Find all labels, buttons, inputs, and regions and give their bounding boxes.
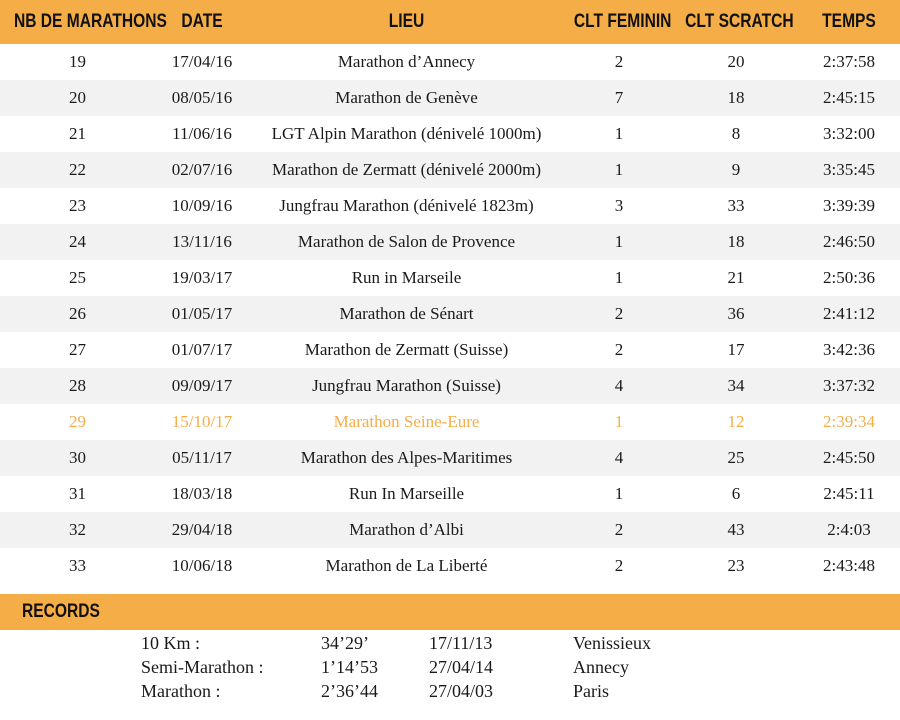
cell-clt-feminin: 1 [614, 268, 624, 287]
cell-nb: 31 [69, 484, 86, 503]
cell-date: 10/06/18 [171, 556, 233, 575]
record-date: 27/04/14 [429, 657, 494, 677]
cell-clt-feminin: 4 [614, 376, 624, 395]
header-nb-marathons: NB DE MARATHONS [13, 11, 167, 32]
cell-nb: 22 [69, 160, 86, 179]
cell-nb: 19 [69, 52, 86, 71]
cell-clt-scratch: 43 [727, 520, 745, 539]
table-row [0, 548, 900, 584]
cell-clt-scratch: 25 [727, 448, 745, 467]
record-row [0, 681, 900, 705]
record-time: 2’36’44 [321, 681, 378, 701]
record-time: 34’29’ [321, 633, 369, 653]
cell-clt-feminin: 2 [614, 556, 624, 575]
cell-nb: 28 [69, 376, 86, 395]
cell-date: 29/04/18 [171, 520, 233, 539]
cell-clt-scratch: 9 [731, 160, 741, 179]
table-row [0, 260, 900, 296]
cell-lieu: Marathon de Salon de Provence [297, 232, 516, 251]
cell-clt-feminin: 1 [614, 412, 624, 431]
cell-nb: 26 [69, 304, 86, 323]
cell-temps: 2:45:50 [823, 448, 875, 467]
cell-lieu: Marathon de La Liberté [325, 556, 488, 575]
cell-lieu: Jungfrau Marathon (dénivelé 1823m) [279, 196, 534, 215]
cell-lieu: Marathon de Zermatt (dénivelé 2000m) [271, 160, 542, 179]
cell-temps: 2:4:03 [827, 520, 871, 539]
cell-clt-feminin: 4 [614, 448, 624, 467]
cell-date: 15/10/17 [171, 412, 233, 431]
cell-nb: 23 [69, 196, 86, 215]
cell-clt-feminin: 2 [614, 340, 624, 359]
cell-lieu: Run In Marseille [348, 484, 465, 503]
cell-temps: 3:32:00 [823, 124, 875, 143]
cell-date: 01/05/17 [171, 304, 233, 323]
record-row [0, 657, 900, 681]
cell-clt-scratch: 6 [731, 484, 741, 503]
cell-clt-scratch: 17 [727, 340, 745, 359]
cell-temps: 3:35:45 [823, 160, 875, 179]
cell-clt-feminin: 2 [614, 520, 624, 539]
table-row [0, 332, 900, 368]
cell-clt-feminin: 3 [614, 196, 624, 215]
cell-lieu: Marathon d’Annecy [337, 52, 476, 71]
cell-temps: 3:42:36 [823, 340, 875, 359]
table-row [0, 224, 900, 260]
header-clt-scratch: CLT SCRATCH [685, 11, 794, 32]
cell-clt-scratch: 18 [727, 88, 745, 107]
record-place: Paris [573, 681, 609, 701]
cell-nb: 21 [69, 124, 86, 143]
header-temps: TEMPS [822, 11, 876, 32]
header-lieu: LIEU [388, 11, 425, 32]
cell-temps: 2:46:50 [823, 232, 875, 251]
cell-nb: 33 [69, 556, 86, 575]
cell-temps: 3:37:32 [823, 376, 875, 395]
record-place: Venissieux [573, 633, 651, 653]
records-title: RECORDS [22, 601, 100, 622]
table-row [0, 296, 900, 332]
cell-nb: 25 [69, 268, 86, 287]
cell-clt-scratch: 8 [731, 124, 741, 143]
record-label: Semi-Marathon : [141, 657, 264, 677]
cell-date: 17/04/16 [171, 52, 233, 71]
cell-date: 02/07/16 [171, 160, 233, 179]
header-date: DATE [181, 11, 223, 32]
cell-clt-scratch: 36 [727, 304, 745, 323]
cell-clt-feminin: 1 [614, 232, 624, 251]
cell-lieu: Run in Marseile [351, 268, 462, 287]
cell-temps: 2:41:12 [823, 304, 875, 323]
cell-temps: 2:50:36 [823, 268, 875, 287]
cell-temps: 3:39:39 [823, 196, 875, 215]
table-row [0, 476, 900, 512]
cell-date: 09/09/17 [171, 376, 233, 395]
cell-nb: 32 [69, 520, 86, 539]
record-row [0, 633, 900, 657]
record-place: Annecy [573, 657, 629, 677]
cell-lieu: Marathon des Alpes-Maritimes [300, 448, 513, 467]
record-date: 17/11/13 [429, 633, 493, 653]
records-list [0, 633, 900, 705]
table-header [0, 0, 900, 44]
cell-lieu: Marathon de Sénart [339, 304, 474, 323]
cell-clt-scratch: 21 [727, 268, 745, 287]
table-row [0, 80, 900, 116]
cell-date: 08/05/16 [171, 88, 233, 107]
record-label: 10 Km : [141, 633, 201, 653]
table-row [0, 116, 900, 152]
cell-clt-feminin: 2 [614, 304, 624, 323]
cell-clt-scratch: 34 [727, 376, 745, 395]
cell-lieu: Marathon de Zermatt (Suisse) [304, 340, 509, 359]
record-label: Marathon : [141, 681, 221, 701]
cell-date: 19/03/17 [171, 268, 233, 287]
table-row [0, 404, 900, 440]
cell-clt-feminin: 1 [614, 124, 624, 143]
cell-nb: 30 [69, 448, 86, 467]
cell-clt-scratch: 20 [727, 52, 745, 71]
record-date: 27/04/03 [429, 681, 494, 701]
cell-temps: 2:37:58 [823, 52, 875, 71]
cell-date: 10/09/16 [171, 196, 233, 215]
table-row [0, 152, 900, 188]
cell-date: 05/11/17 [172, 448, 232, 467]
cell-temps: 2:43:48 [823, 556, 875, 575]
cell-clt-scratch: 33 [727, 196, 745, 215]
cell-lieu: Marathon de Genève [335, 88, 478, 107]
cell-date: 18/03/18 [171, 484, 233, 503]
table-row [0, 440, 900, 476]
cell-nb: 24 [69, 232, 86, 251]
cell-date: 01/07/17 [171, 340, 233, 359]
cell-nb: 20 [69, 88, 86, 107]
cell-lieu: Marathon d’Albi [349, 520, 464, 539]
cell-nb: 29 [69, 412, 86, 431]
cell-clt-scratch: 18 [727, 232, 745, 251]
table-row [0, 368, 900, 404]
table-row [0, 512, 900, 548]
cell-clt-feminin: 1 [614, 484, 624, 503]
cell-date: 13/11/16 [172, 232, 232, 251]
cell-temps: 2:45:15 [823, 88, 875, 107]
records-header [0, 594, 900, 630]
table-row [0, 44, 900, 80]
cell-temps: 2:39:34 [823, 412, 875, 431]
cell-temps: 2:45:11 [823, 484, 875, 503]
cell-lieu: Jungfrau Marathon (Suisse) [312, 376, 501, 395]
record-time: 1’14’53 [321, 657, 378, 677]
cell-clt-feminin: 2 [614, 52, 624, 71]
header-clt-feminin: CLT FEMININ [573, 11, 672, 32]
cell-nb: 27 [69, 340, 86, 359]
cell-clt-feminin: 1 [614, 160, 624, 179]
results-table-body [0, 44, 900, 584]
cell-lieu: LGT Alpin Marathon (dénivelé 1000m) [271, 124, 542, 143]
cell-lieu: Marathon Seine-Eure [333, 412, 480, 431]
cell-clt-feminin: 7 [614, 88, 624, 107]
table-row [0, 188, 900, 224]
cell-date: 11/06/16 [172, 124, 232, 143]
cell-clt-scratch: 12 [727, 412, 745, 431]
cell-clt-scratch: 23 [727, 556, 745, 575]
